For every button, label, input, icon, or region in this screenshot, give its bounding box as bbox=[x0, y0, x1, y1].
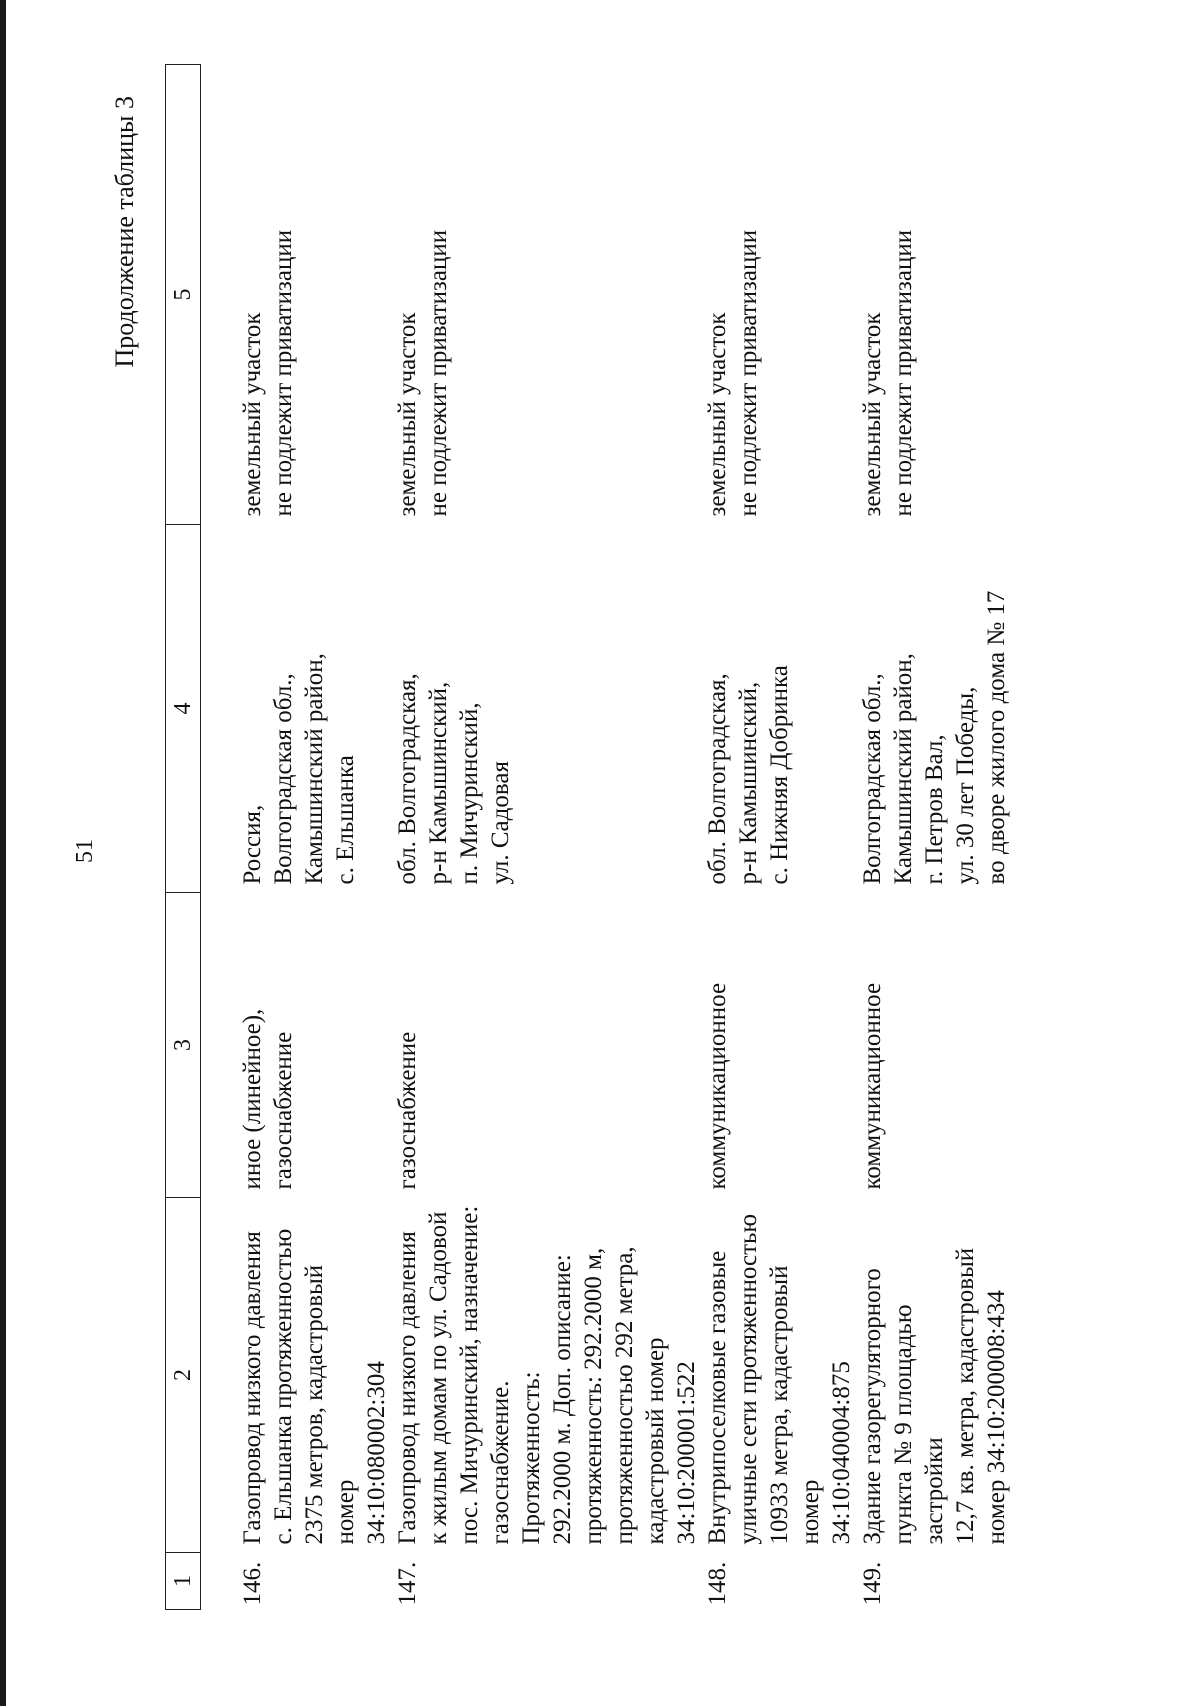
object-description: Здание газорегуляторного пункта № 9 площадью застройки 12,7 кв. метра, кадастровый номер 34:10:200008:434 bbox=[859, 1247, 1010, 1545]
object-note: земельный участок не подлежит приватизации bbox=[704, 229, 762, 517]
object-purpose: иное (линейное), газоснабжение bbox=[239, 1008, 297, 1190]
row-number: 147. bbox=[394, 1561, 421, 1606]
column-header: 2 bbox=[166, 1198, 201, 1553]
object-purpose: коммуникационное bbox=[704, 982, 731, 1190]
table-row bbox=[857, 65, 1047, 1610]
object-description: Внутрипоселковые газовые уличные сети протяженностью 10933 метра, кадастровый номер 34:10:040004:875 bbox=[704, 1213, 855, 1545]
object-address: обл. Волгоградская, р-н Камышинский, с. Нижняя Добринка bbox=[704, 665, 793, 885]
object-description: Газопровод низкого давления к жилым домам по ул. Садовой пос. Мичуринский, назначение: газоснабжение. Протяженность: 292.2000 м. Доп. описание: протяженность: 292.2000 м, протяженностью 292 метра, кадастровый номер 34:10:200001:522 bbox=[394, 1205, 700, 1545]
object-note: земельный участок не подлежит приватизации bbox=[859, 229, 917, 517]
row-number: 146. bbox=[239, 1561, 266, 1606]
object-note: земельный участок не подлежит приватизации bbox=[394, 229, 452, 517]
property-table bbox=[165, 64, 1047, 1610]
object-note: земельный участок не подлежит приватизации bbox=[239, 229, 297, 517]
object-address: Волгоградская обл., Камышинский район, г. Петров Вал, ул. 30 лет Победы, во дворе жилого дома № 17 bbox=[859, 590, 1010, 885]
object-description: Газопровод низкого давления с. Ельшанка протяженностью 2375 метров, кадастровый номер 34:10:080002:304 bbox=[239, 1228, 390, 1545]
table-row bbox=[201, 65, 393, 1610]
column-header: 4 bbox=[166, 525, 201, 893]
table-row bbox=[702, 65, 857, 1610]
column-header: 1 bbox=[166, 1553, 201, 1610]
table-continuation-label: Продолжение таблицы 3 bbox=[110, 96, 139, 368]
page-number: 51 bbox=[72, 839, 98, 863]
row-number: 149. bbox=[859, 1561, 886, 1606]
object-purpose: газоснабжение bbox=[394, 1031, 421, 1190]
table-header-row bbox=[166, 65, 201, 1610]
row-number: 148. bbox=[704, 1561, 731, 1606]
object-address: Россия, Волгоградская обл., Камышинский район, с. Ельшанка bbox=[239, 653, 359, 885]
object-purpose: коммуникационное bbox=[859, 982, 886, 1190]
table-row bbox=[392, 65, 702, 1610]
column-header: 5 bbox=[166, 65, 201, 525]
column-header: 3 bbox=[166, 893, 201, 1198]
object-address: обл. Волгоградская, р-н Камышинский, п. Мичуринский, ул. Садовая bbox=[394, 673, 514, 885]
